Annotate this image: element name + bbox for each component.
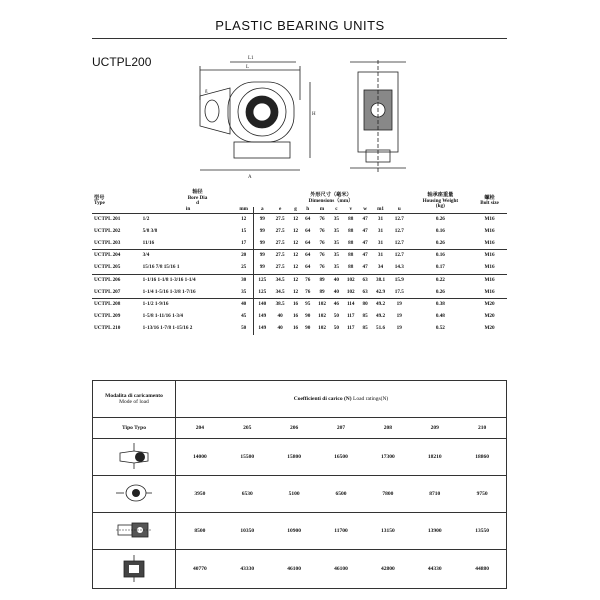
label-g: g <box>205 89 208 94</box>
dim-c-cell: 35 <box>333 264 339 271</box>
dim-m1-cell: 49.2 <box>375 313 386 320</box>
load-value-cell: 13150 <box>364 513 411 550</box>
load-value-cell: 15800 <box>271 439 318 476</box>
type-cell: UCTPL 208 <box>92 299 142 311</box>
bore-mm-cell: 35 <box>235 287 254 299</box>
dim-g-cell: 16 <box>292 325 299 332</box>
load-value-cell: 42800 <box>364 550 411 589</box>
dim-c-cell: 35 <box>333 227 339 234</box>
bore-mm-header: mm <box>235 207 254 213</box>
dim-h-cell: 64 <box>305 227 311 234</box>
load-value-cell: 9750 <box>458 476 506 513</box>
dim-e-cell: 27.5 <box>271 250 290 262</box>
dim-a-cell: 99 <box>253 250 270 262</box>
dim-e-cell: 38.5 <box>271 299 290 311</box>
load-value-cell: 40770 <box>176 550 224 589</box>
load-mode-diagram <box>93 476 176 513</box>
page-title: PLASTIC BEARING UNITS <box>215 18 385 33</box>
dim-g-cell: 12 <box>292 264 299 271</box>
dim-col-header: v <box>349 206 353 213</box>
weight-header-en: Housing Weight <box>422 197 459 204</box>
dim-e-cell: 27.5 <box>275 227 285 234</box>
load-value-cell: 6500 <box>318 476 365 513</box>
bore-in-cell: 1-1/4 1-5/16 1-3/8 1-7/16 <box>142 288 196 295</box>
bore-mm-cell: 50 <box>235 323 254 335</box>
spec-header-row-1 <box>92 190 507 207</box>
coef-header-it: Coefficienti di carico (N) <box>293 396 352 402</box>
technical-drawing <box>0 0 600 190</box>
bore-in-header: in <box>185 206 191 213</box>
label-L1: L1 <box>248 56 254 61</box>
dim-h-cell: 64 <box>302 250 314 262</box>
dim-col-header: h <box>306 206 310 213</box>
clevis-hole <box>205 100 219 122</box>
weight-cell: 0.48 <box>435 313 445 320</box>
type-cell: UCTPL 204 <box>92 250 142 262</box>
dim-w-cell: 85 <box>362 313 368 320</box>
dim-g-cell: 12 <box>292 288 299 295</box>
dim-col-header: c <box>335 206 338 213</box>
dim-m1-cell: 31 <box>377 239 384 246</box>
dim-w-cell: 80 <box>359 299 371 311</box>
dim-w-cell: 63 <box>362 288 368 295</box>
front-view-drawing <box>200 62 310 170</box>
bore-in-cell: 11/16 <box>142 239 155 246</box>
weight-cell: 0.17 <box>435 264 445 271</box>
dim-e-cell: 34.5 <box>271 274 290 286</box>
dim-m-cell: 89 <box>314 274 331 286</box>
bore-header-en: Bore Dia <box>187 194 208 201</box>
dim-v-cell: 88 <box>348 239 354 246</box>
load-col-header: 205 <box>224 418 271 439</box>
type-cell: UCTPL 203 <box>94 239 121 246</box>
dim-header-cn: 外形尺寸（毫米） <box>310 191 352 198</box>
type-cell: UCTPL 201 <box>92 213 142 225</box>
bolt-header <box>472 190 507 213</box>
dim-u-cell: 12.7 <box>394 227 404 234</box>
bore-in-cell: 1-1/16 1-1/8 1-3/16 1-1/4 <box>142 274 235 286</box>
dim-a-cell: 149 <box>258 313 267 320</box>
dim-m-cell: 76 <box>314 213 331 225</box>
load-mode-diagram <box>93 439 176 476</box>
clevis-left <box>200 88 230 134</box>
load-value-cell: 13550 <box>458 513 506 550</box>
spec-row <box>92 213 507 225</box>
load-value-cell: 46100 <box>318 550 365 589</box>
dim-m-cell: 76 <box>319 264 325 271</box>
dim-c-cell: 35 <box>333 239 339 246</box>
dim-col-header: u <box>397 206 401 213</box>
bore-in-cell: 1-1/2 1-9/16 <box>142 299 235 311</box>
bore-mm-cell: 15 <box>235 226 254 238</box>
bolt-cell: M16 <box>472 274 507 286</box>
dim-g-cell: 16 <box>292 313 299 320</box>
dim-h-cell: 95 <box>302 299 314 311</box>
dim-col-header: m1 <box>377 206 384 213</box>
dim-c-cell: 46 <box>330 299 342 311</box>
bolt-header-en: Bolt size <box>480 200 499 207</box>
dim-v-cell: 102 <box>346 288 355 295</box>
dim-a-cell: 99 <box>259 227 265 234</box>
dim-e-cell: 27.5 <box>275 264 285 271</box>
dim-g-cell: 12 <box>289 274 301 286</box>
load-value-cell: 6530 <box>224 476 271 513</box>
bolt-cell: M16 <box>472 213 507 225</box>
dim-a-cell: 125 <box>258 288 267 295</box>
dim-a-cell: 149 <box>258 325 267 332</box>
bore-mm-cell: 20 <box>235 250 254 262</box>
dim-g-cell: 12 <box>292 227 299 234</box>
dim-e-cell: 34.5 <box>275 288 285 295</box>
specifications-table <box>92 190 507 335</box>
side-view-drawing <box>350 60 406 172</box>
label-H: H <box>312 112 316 117</box>
dim-u-cell: 12.7 <box>390 213 409 225</box>
dim-w-cell: 63 <box>359 274 371 286</box>
type-cell: UCTPL 210 <box>94 325 121 332</box>
dim-m1-cell: 31 <box>371 250 390 262</box>
load-value-cell: 43330 <box>224 550 271 589</box>
dim-u-cell: 14.3 <box>394 264 404 271</box>
dim-m-cell: 102 <box>318 313 326 320</box>
load-value-cell: 44330 <box>411 550 458 589</box>
load-value-cell: 8500 <box>176 513 224 550</box>
mode-header-en: Mode of load <box>119 399 149 405</box>
dim-v-cell: 117 <box>346 313 355 320</box>
bore-mm-cell: 30 <box>235 274 254 286</box>
weight-cell: 0.26 <box>409 213 472 225</box>
dim-h-cell: 76 <box>305 288 311 295</box>
weight-header-cn: 轴承座重量 <box>427 191 454 198</box>
weight-cell: 0.26 <box>435 288 445 295</box>
load-row <box>93 513 507 550</box>
dim-col-header: e <box>278 206 282 213</box>
dim-m1-cell: 49.2 <box>371 299 390 311</box>
bore-header <box>142 190 254 207</box>
spec-row <box>92 299 507 311</box>
dim-h-cell: 64 <box>305 239 311 246</box>
dim-h-cell: 90 <box>305 325 311 332</box>
spec-row <box>92 323 507 335</box>
dim-col-header: m <box>319 206 325 213</box>
dim-m1-cell: 42.9 <box>375 288 386 295</box>
dim-v-cell: 88 <box>348 227 354 234</box>
load-value-cell: 7800 <box>364 476 411 513</box>
load-value-cell: 14000 <box>176 439 224 476</box>
dim-w-cell: 47 <box>362 227 368 234</box>
bolt-cell: M16 <box>484 227 495 234</box>
bore-in-cell: 5/8 3/8 <box>142 227 158 234</box>
dim-m1-cell: 38.1 <box>371 274 390 286</box>
housing-base <box>234 142 290 158</box>
dim-col-header: a <box>261 206 264 213</box>
bolt-cell: M16 <box>484 288 495 295</box>
dim-w-cell: 47 <box>359 213 371 225</box>
type-header <box>92 190 142 213</box>
load-value-cell: 16500 <box>318 439 365 476</box>
load-col-header: 208 <box>364 418 411 439</box>
dim-header-en: Dimensions（mm） <box>308 197 354 204</box>
load-value-cell: 5100 <box>271 476 318 513</box>
load-col-header: 209 <box>411 418 458 439</box>
bore-header-d: d <box>196 200 199 207</box>
dim-v-cell: 102 <box>342 274 359 286</box>
dim-m-cell: 76 <box>319 227 325 234</box>
mode-header-it: Modalita di caricamento <box>105 393 163 399</box>
load-col-header: 207 <box>318 418 365 439</box>
dim-v-cell: 88 <box>342 213 359 225</box>
dimensions-header <box>253 190 408 207</box>
dim-a-cell: 140 <box>253 299 270 311</box>
dim-v-cell: 88 <box>342 250 359 262</box>
dim-v-cell: 114 <box>342 299 359 311</box>
dim-m1-cell: 31 <box>371 213 390 225</box>
dim-u-cell: 19 <box>396 325 402 332</box>
spec-row <box>92 274 507 286</box>
dim-g-cell: 16 <box>289 299 301 311</box>
load-value-cell: 46100 <box>271 550 318 589</box>
bore-in-cell: 15/16 7/8 15/16 1 <box>142 264 180 271</box>
type-cell: UCTPL 207 <box>94 288 121 295</box>
bore-in-cell: 1-5/8 1-11/16 1-3/4 <box>142 313 184 320</box>
bolt-cell: M20 <box>484 313 495 320</box>
load-value-cell: 44880 <box>458 550 506 589</box>
dim-e-cell: 27.5 <box>271 213 290 225</box>
spec-row <box>92 287 507 299</box>
bore-header-cn: 轴径 <box>192 189 203 195</box>
type-cell: UCTPL 206 <box>92 274 142 286</box>
dim-c-cell: 35 <box>330 213 342 225</box>
dim-w-cell: 47 <box>359 250 371 262</box>
weight-cell: 0.16 <box>435 227 445 234</box>
load-col-row <box>93 418 507 439</box>
dim-g-cell: 12 <box>292 239 299 246</box>
dim-m-cell: 102 <box>314 299 331 311</box>
dim-m1-cell: 34 <box>377 264 384 271</box>
dim-col-header: g <box>294 206 297 213</box>
dim-h-cell: 90 <box>305 313 311 320</box>
dim-e-cell: 27.5 <box>275 239 285 246</box>
load-mode-diagram <box>93 513 176 550</box>
load-value-cell: 17300 <box>364 439 411 476</box>
bore-mm-cell: 12 <box>235 213 254 225</box>
bore-in-cell: 1/2 <box>142 213 235 225</box>
dim-u-cell: 12.7 <box>394 239 404 246</box>
dim-v-cell: 88 <box>348 264 354 271</box>
dim-m1-cell: 31 <box>377 227 384 234</box>
dim-col-header: w <box>363 206 367 213</box>
bore-in-cell: 3/4 <box>142 250 235 262</box>
dim-v-cell: 117 <box>346 325 355 332</box>
dim-u-cell: 19 <box>396 313 402 320</box>
load-value-cell: 10350 <box>224 513 271 550</box>
bore-mm-cell: 17 <box>235 237 254 249</box>
dim-h-cell: 76 <box>302 274 314 286</box>
dim-h-cell: 64 <box>305 264 311 271</box>
spec-row <box>92 237 507 249</box>
bore-mm-cell: 25 <box>235 262 254 274</box>
dim-g-cell: 12 <box>289 213 301 225</box>
dim-c-cell: 50 <box>333 313 339 320</box>
bolt-cell: M16 <box>472 250 507 262</box>
dim-m-cell: 76 <box>314 250 331 262</box>
load-value-cell: 15500 <box>224 439 271 476</box>
load-value-cell: 3950 <box>176 476 224 513</box>
dim-m-cell: 76 <box>319 239 325 246</box>
type-header-en: Type <box>94 200 105 207</box>
dim-a-cell: 125 <box>253 274 270 286</box>
load-value-cell: 18210 <box>411 439 458 476</box>
load-value-cell: 13900 <box>411 513 458 550</box>
dim-m1-cell: 51.6 <box>375 325 386 332</box>
shaft-bore <box>253 103 271 121</box>
dim-a-cell: 99 <box>259 264 265 271</box>
dim-u-cell: 12.7 <box>390 250 409 262</box>
dim-w-cell: 47 <box>362 239 368 246</box>
dim-w-cell: 85 <box>362 325 368 332</box>
dim-c-cell: 50 <box>333 325 339 332</box>
load-col-header: 210 <box>458 418 506 439</box>
load-value-cell: 18860 <box>458 439 506 476</box>
load-value-cell: 10900 <box>271 513 318 550</box>
type-cell: UCTPL 209 <box>94 313 121 320</box>
label-A: A <box>248 175 252 180</box>
load-value-cell: 11700 <box>318 513 365 550</box>
load-header-row <box>93 381 507 418</box>
bolt-cell: M16 <box>484 239 495 246</box>
dim-c-cell: 35 <box>330 250 342 262</box>
type-header-cn: 型号 <box>94 194 105 201</box>
model-number: UCTPL200 <box>92 55 152 69</box>
coef-header <box>176 381 507 418</box>
weight-cell: 0.16 <box>409 250 472 262</box>
dim-u-cell: 17.5 <box>394 288 404 295</box>
dim-c-cell: 40 <box>330 274 342 286</box>
weight-header <box>409 190 472 213</box>
spec-row <box>92 250 507 262</box>
bolt-cell: M16 <box>484 264 495 271</box>
type-cell: UCTPL 205 <box>94 264 121 271</box>
type-label: Tipo Typo <box>93 418 176 439</box>
weight-cell: 0.26 <box>435 239 445 246</box>
dim-e-cell: 40 <box>277 325 283 332</box>
spec-row <box>92 262 507 274</box>
weight-cell: 0.22 <box>409 274 472 286</box>
bore-mm-cell: 40 <box>235 299 254 311</box>
spec-row <box>92 226 507 238</box>
dim-h-cell: 64 <box>302 213 314 225</box>
dim-a-cell: 99 <box>253 213 270 225</box>
load-mode-diagram <box>93 550 176 589</box>
dim-u-cell: 15.9 <box>390 274 409 286</box>
load-row <box>93 550 507 589</box>
spec-row <box>92 311 507 323</box>
bolt-header-cn: 螺栓 <box>484 194 495 201</box>
type-cell: UCTPL 202 <box>94 227 121 234</box>
load-value-cell: 8710 <box>411 476 458 513</box>
bolt-cell: M20 <box>484 325 495 332</box>
load-ratings-table <box>92 380 507 589</box>
dim-u-cell: 19 <box>390 299 409 311</box>
dim-g-cell: 12 <box>289 250 301 262</box>
dim-c-cell: 40 <box>333 288 339 295</box>
load-col-header: 204 <box>176 418 224 439</box>
weight-header-unit: (kg) <box>435 203 445 210</box>
weight-cell: 0.52 <box>435 325 445 332</box>
load-row <box>93 439 507 476</box>
dim-w-cell: 47 <box>362 264 368 271</box>
weight-cell: 0.38 <box>409 299 472 311</box>
dim-e-cell: 40 <box>277 313 283 320</box>
bore-mm-cell: 45 <box>235 311 254 323</box>
coef-header-en: Load ratings(N) <box>352 396 389 402</box>
dim-m-cell: 89 <box>319 288 325 295</box>
load-col-header: 206 <box>271 418 318 439</box>
dim-a-cell: 99 <box>259 239 265 246</box>
dim-m-cell: 102 <box>318 325 326 332</box>
load-row <box>93 476 507 513</box>
label-L: L <box>246 65 250 70</box>
bolt-cell: M20 <box>472 299 507 311</box>
bore-in-cell: 1-13/16 1-7/8 1-15/16 2 <box>142 325 193 332</box>
mode-header <box>93 381 176 418</box>
